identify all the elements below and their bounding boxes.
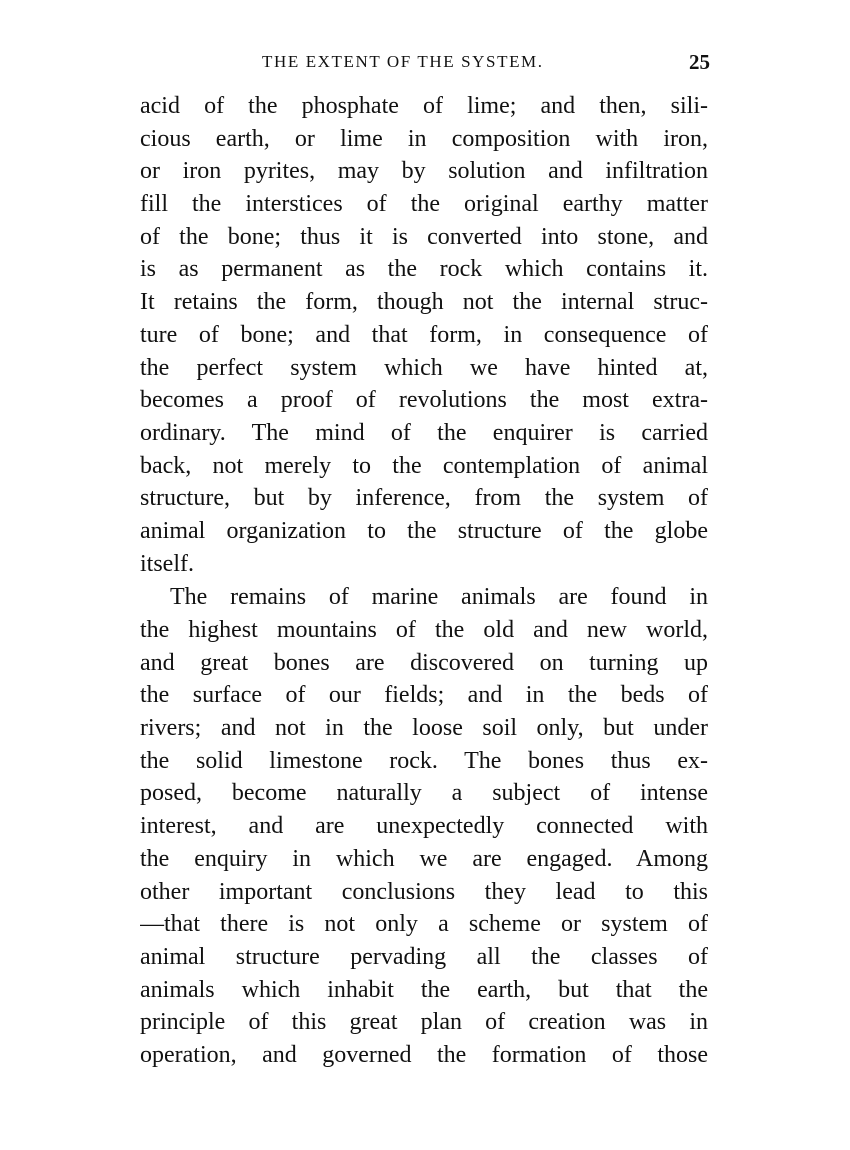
- text-line: interest, and are unexpectedly connected with: [140, 813, 708, 840]
- text-line: the solid limestone rock. The bones thus ex-: [140, 747, 708, 774]
- text-line: —that there is not only a scheme or system of: [140, 911, 708, 938]
- text-line: operation, and governed the formation of those: [140, 1041, 708, 1068]
- running-head-title: THE EXTENT OF THE SYSTEM.: [262, 52, 544, 71]
- text-line: acid of the phosphate of lime; and then, sili-: [140, 93, 708, 119]
- text-line: ordinary. The mind of the enquirer is carried: [140, 419, 708, 446]
- text-line: other important conclusions they lead to this: [140, 878, 708, 905]
- text-line: the highest mountains of the old and new world,: [140, 617, 708, 643]
- text-line: the surface of our fields; and in the beds of: [140, 682, 708, 709]
- text-line: back, not merely to the contemplation of animal: [140, 452, 708, 479]
- text-line: cious earth, or lime in composition with iron,: [140, 125, 708, 152]
- text-line: fill the interstices of the original earthy matter: [140, 191, 708, 218]
- text-line: The remains of marine animals are found in: [170, 584, 708, 611]
- paragraph-1: [140, 90, 708, 580]
- text-line: principle of this great plan of creation was in: [140, 1009, 708, 1036]
- text-line: It retains the form, though not the internal struc-: [140, 289, 708, 316]
- body-text: [140, 90, 708, 1072]
- text-line: animal organization to the structure of the globe: [140, 517, 708, 544]
- text-line: of the bone; thus it is converted into stone, and: [140, 223, 708, 250]
- page-number: 25: [689, 50, 710, 74]
- text-line: structure, but by inference, from the system of: [140, 485, 708, 512]
- text-line: the perfect system which we have hinted at,: [140, 354, 708, 381]
- text-line: becomes a proof of revolutions the most extra-: [140, 387, 708, 414]
- text-line: ture of bone; and that form, in consequence of: [140, 321, 708, 348]
- text-line: posed, become naturally a subject of intense: [140, 780, 708, 807]
- text-line: is as permanent as the rock which contains it.: [140, 256, 708, 283]
- text-line: the enquiry in which we are engaged. Among: [140, 845, 708, 872]
- text-line: or iron pyrites, may by solution and infiltration: [140, 158, 708, 185]
- text-line: rivers; and not in the loose soil only, but under: [140, 715, 708, 742]
- text-line: and great bones are discovered on turning up: [140, 649, 708, 676]
- paragraph-2: [140, 581, 708, 1071]
- running-head: [140, 50, 710, 76]
- text-line: itself.: [140, 550, 194, 577]
- text-line: animal structure pervading all the classes of: [140, 943, 708, 970]
- text-line: animals which inhabit the earth, but that the: [140, 976, 708, 1003]
